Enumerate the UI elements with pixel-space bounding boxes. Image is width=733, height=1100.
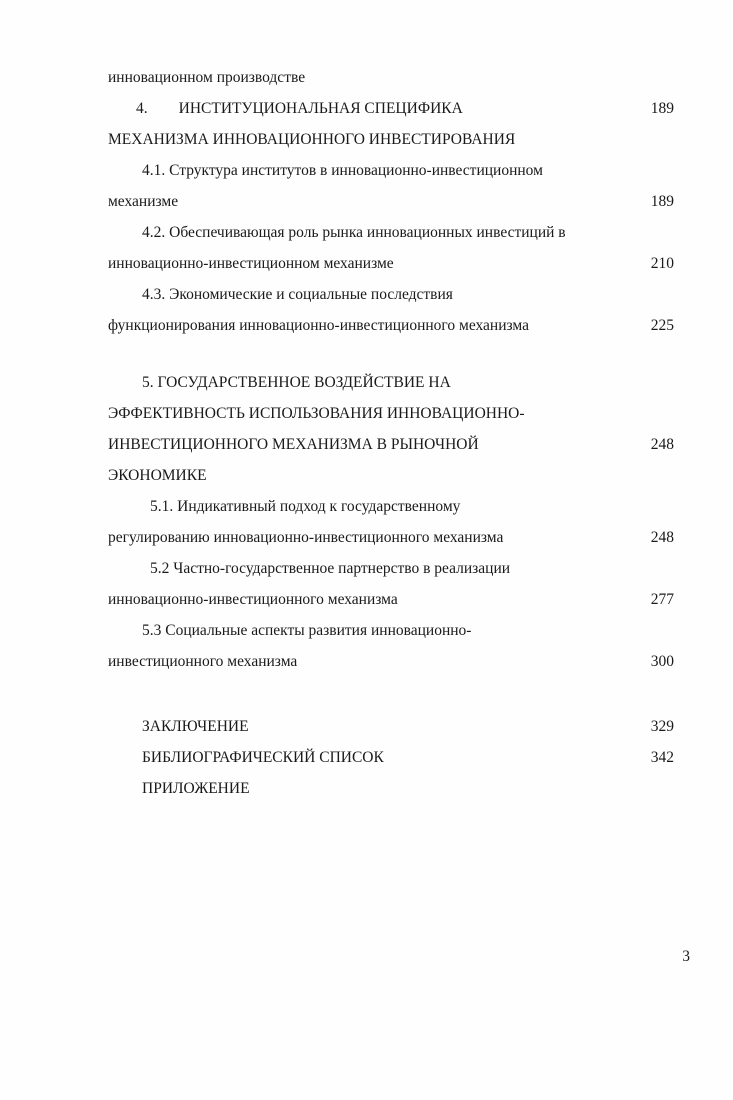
toc-line: ЗАКЛЮЧЕНИЕ xyxy=(142,718,249,735)
toc-entry-chapter-5[interactable] xyxy=(108,367,674,491)
toc-line: ПРИЛОЖЕНИЕ xyxy=(142,780,250,797)
toc-line: 4.1. Структура институтов в инновационно-инвестиционном xyxy=(142,162,543,179)
toc-entry-section-5-1[interactable] xyxy=(108,491,674,553)
toc-entry-chapter-4[interactable] xyxy=(108,93,674,155)
toc-page-number: 210 xyxy=(650,255,674,272)
toc-line: инновационном производстве xyxy=(108,69,306,86)
toc-entry-section-4-3[interactable] xyxy=(108,279,674,341)
toc-page-number: 225 xyxy=(650,317,674,334)
toc-line: функционирования инновационно-инвестиционного механизма xyxy=(108,317,530,334)
toc-page-number: 300 xyxy=(650,653,674,670)
toc-line: инновационно-инвестиционного механизма xyxy=(108,591,398,608)
toc-line: 4. ИНСТИТУЦИОНАЛЬНАЯ СПЕЦИФИКА xyxy=(136,100,463,117)
toc-line: 5.1. Индикативный подход к государственному xyxy=(150,498,461,515)
toc-line: 5.2 Частно-государственное партнерство в реализации xyxy=(150,560,511,577)
spacer xyxy=(108,341,674,367)
toc-page-number: 329 xyxy=(650,718,674,735)
toc-line: БИБЛИОГРАФИЧЕСКИЙ СПИСОК xyxy=(142,749,384,766)
toc-line: инвестиционного механизма xyxy=(108,653,298,670)
toc-entry-conclusion[interactable] xyxy=(108,711,674,742)
toc-line: ЭФФЕКТИВНОСТЬ ИСПОЛЬЗОВАНИЯ ИННОВАЦИОННО- xyxy=(108,405,525,422)
toc-page-number: 248 xyxy=(650,529,674,546)
toc-entry-section-4-2[interactable] xyxy=(108,217,674,279)
toc-line: ИНВЕСТИЦИОННОГО МЕХАНИЗМА В РЫНОЧНОЙ xyxy=(108,436,479,453)
toc-line: инновационно-инвестиционном механизме xyxy=(108,255,394,272)
table-of-contents xyxy=(108,62,674,804)
toc-line: механизме xyxy=(108,193,179,210)
toc-line: регулированию инновационно-инвестиционного механизма xyxy=(108,529,504,546)
toc-entry-bibliography[interactable] xyxy=(108,742,674,773)
toc-line: МЕХАНИЗМА ИННОВАЦИОННОГО ИНВЕСТИРОВАНИЯ xyxy=(108,131,516,148)
toc-entry-section-4-1[interactable] xyxy=(108,155,674,217)
toc-entry-section-5-2[interactable] xyxy=(108,553,674,615)
toc-line: 5. ГОСУДАРСТВЕННОЕ ВОЗДЕЙСТВИЕ НА xyxy=(142,374,451,391)
toc-page-number: 189 xyxy=(650,193,674,210)
toc-page-number: 342 xyxy=(650,749,674,766)
toc-page-number: 189 xyxy=(650,100,674,117)
page-folio-number: 3 xyxy=(682,948,690,965)
toc-continued-line xyxy=(108,62,674,93)
toc-line: 4.2. Обеспечивающая роль рынка инновационных инвестиций в xyxy=(142,224,566,241)
toc-entry-section-5-3[interactable] xyxy=(108,615,674,677)
toc-entry-appendix[interactable] xyxy=(108,773,674,804)
toc-line: 4.3. Экономические и социальные последствия xyxy=(142,286,453,303)
spacer xyxy=(108,677,674,711)
toc-page-number: 248 xyxy=(650,436,674,453)
toc-page-number: 277 xyxy=(650,591,674,608)
toc-line: 5.3 Социальные аспекты развития инновационно- xyxy=(142,622,472,639)
toc-line: ЭКОНОМИКЕ xyxy=(108,467,207,484)
